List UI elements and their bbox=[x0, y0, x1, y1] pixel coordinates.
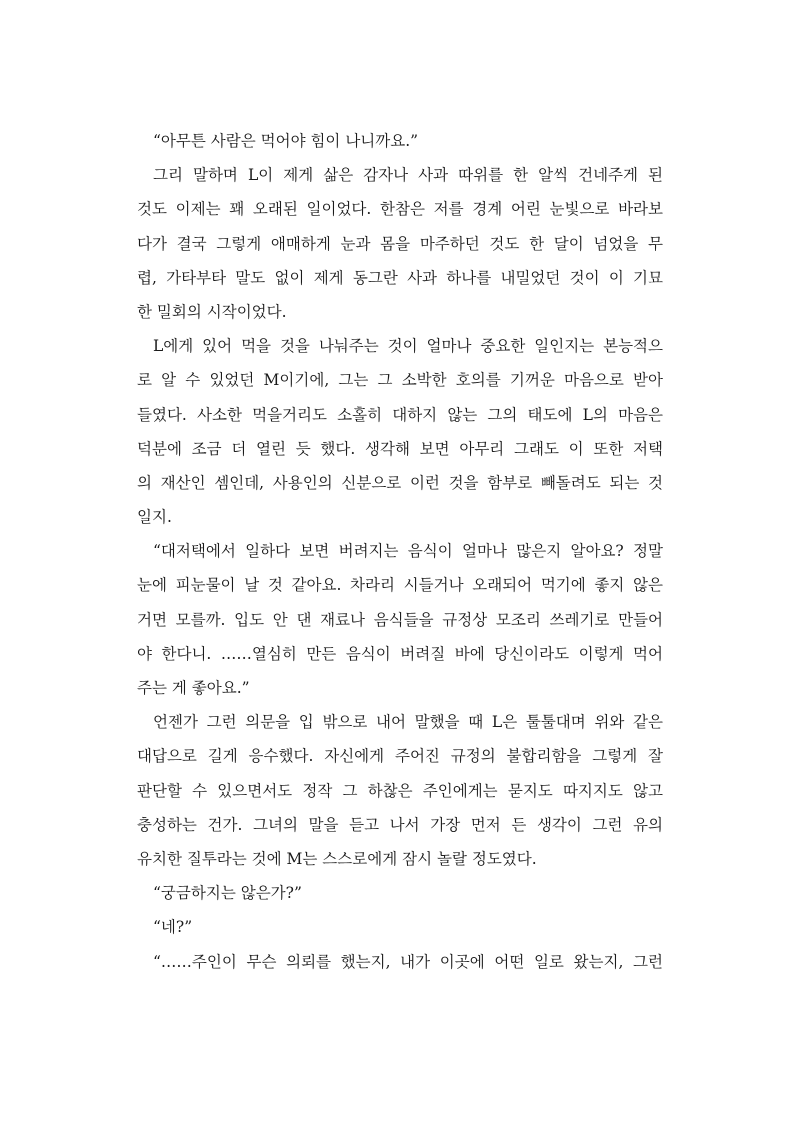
text-line: L에게 있어 먹을 것을 나눠주는 것이 얼마나 중요한 일인지는 본능적으 bbox=[153, 337, 663, 356]
paragraph-4 bbox=[137, 534, 663, 705]
text-line: “네?” bbox=[153, 918, 193, 937]
paragraph-1 bbox=[137, 124, 663, 158]
paragraph-6 bbox=[137, 876, 663, 910]
text-line: 의 재산인 셈인데, 사용인의 신분으로 이런 것을 함부로 빼돌려도 되는 것 bbox=[137, 473, 663, 492]
document-page bbox=[137, 124, 663, 979]
text-line: 유치한 질투라는 것에 M는 스스로에게 잠시 놀랄 정도였다. bbox=[137, 849, 537, 868]
text-line: 그리 말하며 L이 제게 삶은 감자나 사과 따위를 한 알씩 건네주게 된 bbox=[153, 166, 663, 185]
text-line: 것도 이제는 꽤 오래된 일이었다. 한참은 저를 경계 어린 눈빛으로 바라보 bbox=[137, 200, 663, 219]
paragraph-5 bbox=[137, 705, 663, 876]
paragraph-3 bbox=[137, 329, 663, 534]
text-line: “궁금하지는 않은가?” bbox=[153, 884, 302, 903]
paragraph-2 bbox=[137, 158, 663, 329]
text-line: “대저택에서 일하다 보면 버려지는 음식이 얼마나 많은지 알아요? 정말 bbox=[153, 542, 663, 561]
text-line: 들였다. 사소한 먹을거리도 소홀히 대하지 않는 그의 태도에 L의 마음은 bbox=[137, 405, 663, 424]
text-line: “아무튼 사람은 먹어야 힘이 나니까요.” bbox=[153, 132, 419, 150]
text-line: 일지. bbox=[137, 508, 172, 527]
text-line: 주는 게 좋아요.” bbox=[137, 679, 250, 697]
text-line: 대답으로 길게 응수했다. 자신에게 주어진 규정의 불합리함을 그렇게 잘 bbox=[137, 747, 663, 766]
text-line: 렵, 가타부타 말도 없이 제게 동그란 사과 하나를 내밀었던 것이 이 기묘 bbox=[137, 268, 663, 287]
text-line: “……주인이 무슨 의뢰를 했는지, 내가 이곳에 어떤 일로 왔는지, 그런 bbox=[153, 952, 663, 971]
text-line: 판단할 수 있으면서도 정작 그 하찮은 주인에게는 묻지도 따지지도 않고 bbox=[137, 781, 663, 800]
text-line: 야 한다니. ……열심히 만든 음식이 버려질 바에 당신이라도 이렇게 먹어 bbox=[137, 644, 663, 663]
text-line: 로 알 수 있었던 M이기에, 그는 그 소박한 호의를 기꺼운 마음으로 받아 bbox=[137, 371, 663, 390]
text-line: 한 밀회의 시작이었다. bbox=[137, 302, 287, 321]
text-line: 다가 결국 그렇게 애매하게 눈과 몸을 마주하던 것도 한 달이 넘었을 무 bbox=[137, 234, 663, 253]
paragraph-8 bbox=[137, 945, 663, 979]
text-line: 충성하는 건가. 그녀의 말을 듣고 나서 가장 먼저 든 생각이 그런 유의 bbox=[137, 815, 663, 834]
text-line: 눈에 피눈물이 날 것 같아요. 차라리 시들거나 오래되어 먹기에 좋지 않은 bbox=[137, 576, 663, 595]
text-line: 거면 모를까. 입도 안 댄 재료나 음식들을 규정상 모조리 쓰레기로 만들어 bbox=[137, 610, 663, 629]
paragraph-7 bbox=[137, 910, 663, 944]
text-line: 언젠가 그런 의문을 입 밖으로 내어 말했을 때 L은 툴툴대며 위와 같은 bbox=[153, 713, 663, 732]
text-line: 덕분에 조금 더 열린 듯 했다. 생각해 보면 아무리 그래도 이 또한 저택 bbox=[137, 439, 663, 458]
